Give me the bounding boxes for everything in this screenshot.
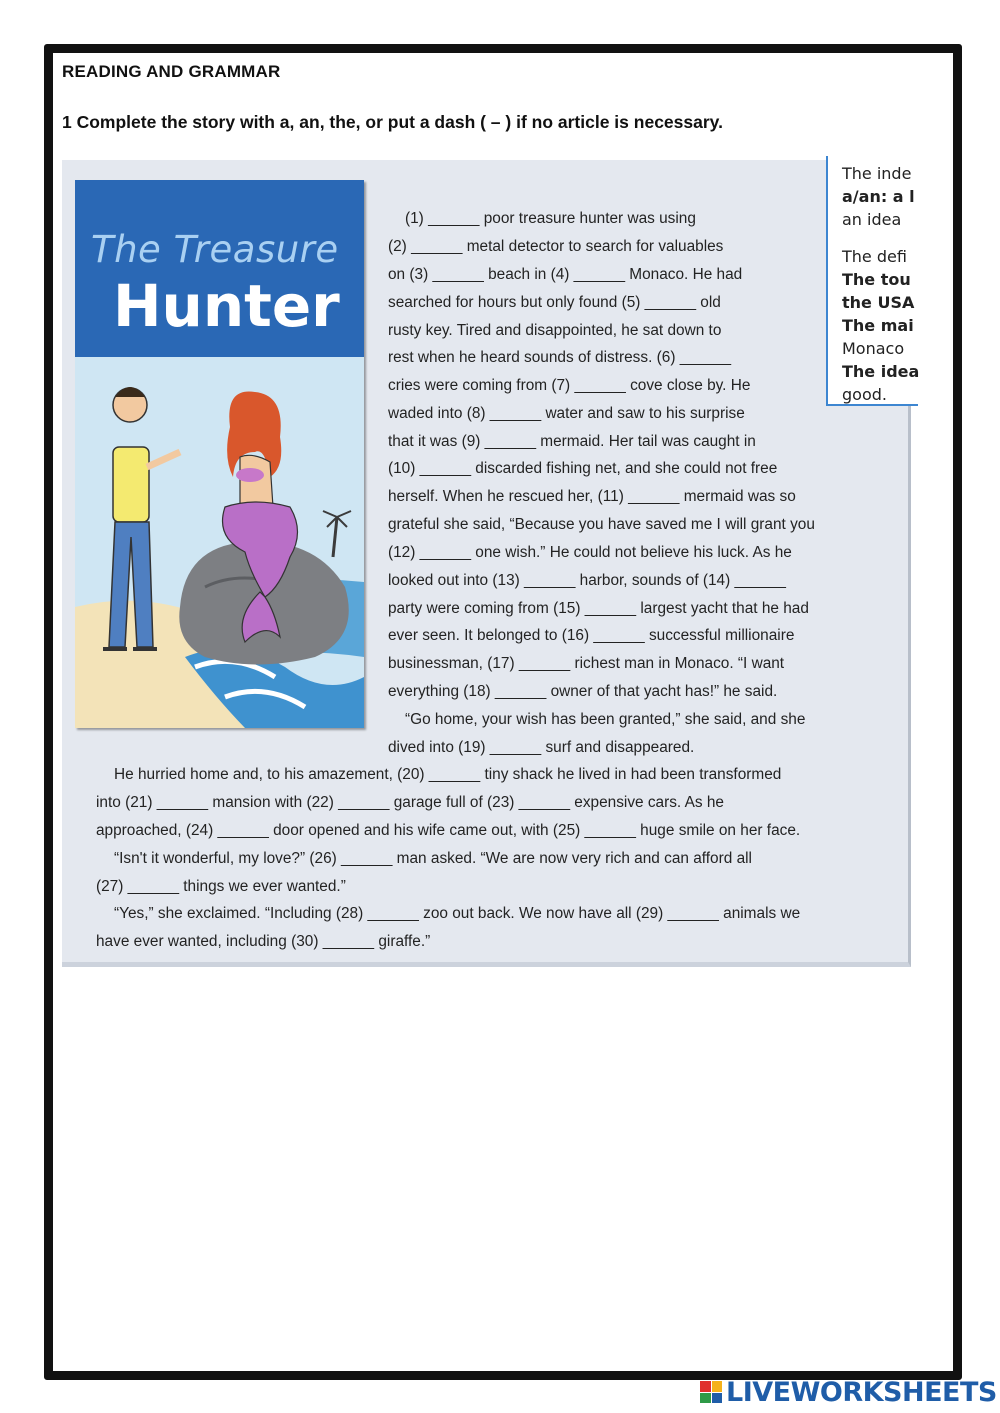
story-line: party were coming from (15) ______ largest yacht that he had: [388, 600, 809, 617]
story-line: rest when he heard sounds of distress. (6) ______: [388, 349, 732, 366]
story-line: ever seen. It belonged to (16) ______ successful millionaire: [388, 627, 795, 644]
story-line: (10) ______ discarded fishing net, and she could not free: [388, 460, 778, 477]
story-line: businessman, (17) ______ richest man in Monaco. “I want: [388, 655, 785, 672]
sidebox-line: the USA: [842, 293, 915, 312]
story-line: “Yes,” she exclaimed. “Including (28) ______ zoo out back. We now have all (29) ______ animals we: [114, 905, 801, 922]
sidebox-line: good.: [842, 385, 887, 404]
story-line: He hurried home and, to his amazement, (20) ______ tiny shack he lived in had been transformed: [114, 766, 782, 783]
story-line: dived into (19) ______ surf and disappeared.: [388, 739, 695, 756]
sidebox-line: The mai: [842, 316, 914, 335]
sidebox-line: The inde: [842, 164, 912, 183]
sidebox-line: Monaco: [842, 339, 905, 358]
cover-title-line1: The Treasure: [91, 228, 339, 271]
story-line: on (3) ______ beach in (4) ______ Monaco. He had: [388, 266, 743, 283]
book-cover: [75, 180, 364, 728]
liveworksheets-logo: [700, 1377, 997, 1407]
story-line: rusty key. Tired and disappointed, he sat down to: [388, 322, 722, 339]
sidebox-line: The tou: [842, 270, 911, 289]
story-line: (1) ______ poor treasure hunter was using: [405, 210, 696, 227]
story-panel: [62, 160, 920, 967]
story-line: approached, (24) ______ door opened and his wife came out, with (25) ______ huge smile on her face.: [96, 822, 801, 839]
section-heading: READING AND GRAMMAR: [62, 62, 281, 81]
story-line: into (21) ______ mansion with (22) ______ garage full of (23) ______ expensive cars. As he: [96, 794, 724, 811]
story-line: (2) ______ metal detector to search for valuables: [388, 238, 724, 255]
sidebox-line: an idea: [842, 210, 902, 229]
cover-title-line2: Hunter: [113, 272, 340, 340]
story-line: grateful she said, “Because you have saved me I will grant you: [388, 516, 815, 533]
story-line: (27) ______ things we ever wanted.”: [96, 878, 346, 895]
grammar-sidebox: [826, 156, 918, 406]
story-line: that it was (9) ______ mermaid. Her tail was caught in: [388, 433, 756, 450]
story-line: “Go home, your wish has been granted,” she said, and she: [405, 711, 806, 728]
sidebox-line: The defi: [842, 247, 907, 266]
story-line: “Isn't it wonderful, my love?” (26) ______ man asked. “We are now very rich and can afford all: [114, 850, 752, 867]
story-line: (12) ______ one wish.” He could not believe his luck. As he: [388, 544, 792, 561]
story-line: waded into (8) ______ water and saw to his surprise: [388, 405, 745, 422]
cover-illustration: [75, 357, 364, 728]
exercise-instruction: 1 Complete the story with a, an, the, or put a dash ( – ) if no article is necessary.: [62, 112, 723, 132]
sidebox-line: a/an: a l: [842, 187, 915, 206]
story-line: looked out into (13) ______ harbor, sounds of (14) ______: [388, 572, 786, 589]
sidebox-line: The idea: [842, 362, 920, 381]
story-line: everything (18) ______ owner of that yacht has!” he said.: [388, 683, 778, 700]
logo-text: LIVEWORKSHEETS: [726, 1376, 997, 1408]
story-line: cries were coming from (7) ______ cove close by. He: [388, 377, 751, 394]
story-line: herself. When he rescued her, (11) ______ mermaid was so: [388, 488, 796, 505]
story-line: have ever wanted, including (30) ______ giraffe.”: [96, 933, 431, 950]
story-line: searched for hours but only found (5) ______ old: [388, 294, 721, 311]
logo-icon: [700, 1381, 722, 1403]
